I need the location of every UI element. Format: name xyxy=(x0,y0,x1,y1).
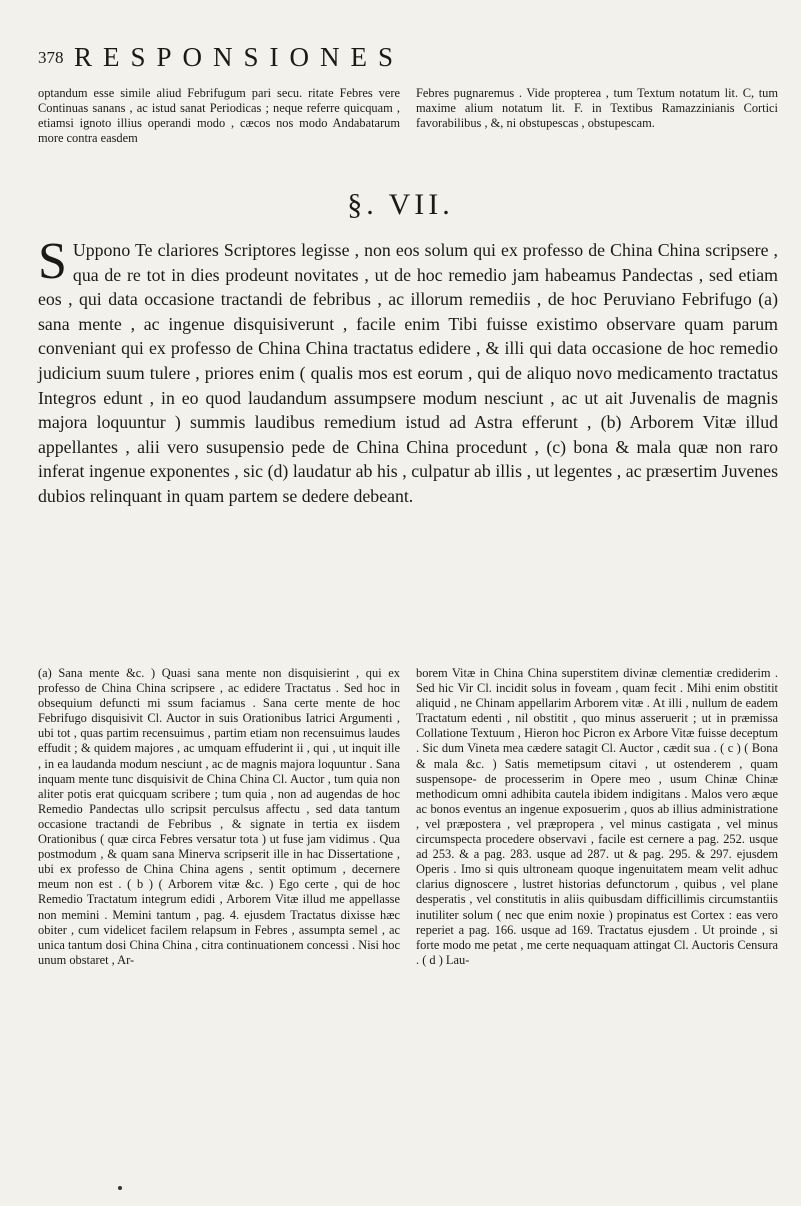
ink-dot xyxy=(118,1186,122,1190)
top-left-text: optandum esse simile aliud Febrifugum pari secu. ritate Febres vere Continuas sanans , ac istud sanat Periodicas ; neque referre quicquam , etiamsi ignoto illius operandi modo , cæcos nos modo Andabatarum more contra easdem xyxy=(38,86,400,145)
page-number: 378 xyxy=(38,48,64,67)
page-header xyxy=(38,42,778,82)
notes-left-text: (a) Sana mente &c. ) Quasi sana mente non disquisierint , qui ex professo de China China scripsere , ac edidere Tractatus . Sed hoc in obsequium defuncti mi ssum faciamus . Sana certe mente de hoc Febrifugo disquisivit Cl. Auctor in suis Orationibus Iatrici Argumenti , ubi tot , quas partim recensuimus , partim etiam non recensuimus laudes effudit ; & quidem majores , ac umquam effuderint ii , qui , ut inquit ille , in ea laudanda modum nesciunt , ac de magnis majora loquuntur . Sana inquam mente tunc disquisivit de China China Cl. Auctor , tum quia non aliter potis erat quicquam scribere ; tum quia , non ad augendas de hoc Remedio Pandectas ullo scripsit perculsus affectu , sed data tantum occasione tractandi de Febribus , & signate in tertia ex iisdem Orationibus ( quæ circa Febres versatur tota ) ut fuse jam vidimus . Qua postmodum , & quam sana Minerva scripserit ille in hac Dissertatione , ubi ex professo de China China agens , sentit optimum , decernere meum non est . ( b ) ( Arborem vitæ &c. ) Ego certe , qui de hoc Remedio Tractatum integrum edidi , Arborem Vitæ illud me appellasse non memini . Memini tantum , pag. 4. ejusdem Tractatus dixisse hæc obiter , cum videlicet facilem relapsum in Febres , assumpta semel , ac unica tantum dosi China China , citra continuationem concessi . Nisi hoc unum obstaret , Ar- xyxy=(38,666,400,967)
main-paragraph xyxy=(38,233,778,509)
notes-right-column xyxy=(416,666,778,968)
notes-left-column xyxy=(38,666,400,968)
section-title: §. VII. xyxy=(347,188,454,221)
top-left-column xyxy=(38,86,400,146)
notes-right-text: borem Vitæ in China China superstitem divinæ clementiæ crediderim . Sed hic Vir Cl. incidit solus in foveam , quam fecit . Mihi enim obstitit aliquid , ne Chinam appellarim Arborem vitæ . At illi , nullum de eadem Tractatum edenti , nil obstitit , quo minus asseruerit ; ut in præmissa Collatione Textuum , Hieron hoc Picron ex Arbore Vitæ fuisse deceptum . Sic dum Vineta mea cædere satagit Cl. Auctor , cædit sua . ( c ) ( Bona & mala &c. ) Satis memetipsum citavi , ut ostenderem , quam suspensope- de processerim in Opere meo , usum Chinæ Chinæ methodicum omni adhibita cautela ibidem indigitans . Malos vero æque ac bonos eventus an ingenue exposuerim , quos ab illius administratione , vel præpostera , vel præpropera , vel minus castigata , vel minus circumspecta procedere observavi , facile est cernere a pag. 252. usque ad 253. & a pag. 283. usque ad 287. ut & pag. 295. & 297. ejusdem Operis . Imo si quis ultroneam quoque ingenuitatem meam velit adhuc clarius dignoscere , lustret historias defunctorum , quibus , vel plane desperatis , vel constitutis in aliis quibusdam difficillimis circumstantiis inutiliter solum ( nec que enim noxie ) propinatus est Cortex : eas vero reperiet a pag. 166. usque ad 169. Tractatus ejusdem . Ut proinde , si forte modo me petat , me certe nequaquam attingat Cl. Auctoris Censura . ( d ) Lau- xyxy=(416,666,778,967)
top-right-column xyxy=(416,86,778,131)
running-head: RESPONSIONES xyxy=(74,42,405,72)
drop-cap: S xyxy=(38,233,67,290)
top-right-text: Febres pugnaremus . Vide propterea , tum Textum notatum lit. C, tum maxime alium notatum lit. F. in Textibus Ramazzinianis Cortici favorabilibus , &, ni obstupescas , obstupescam. xyxy=(416,86,778,130)
main-text: Uppono Te clariores Scriptores legisse , non eos solum qui ex professo de China China scripsere , qua de re tot in dies prodeunt novitates , ut de hoc remedio jam habeamus Pandectas , sed etiam eos , qui data occasione tractandi de febribus , ac illorum remediis , de hoc Peruviano Febrifugo (a) sana mente , ac ingenue disquisiverunt , facile enim Tibi fuisse existimo observare quam parum conveniant qui ex professo de China China tractatus edidere , & illi qui data occasione de hoc remedio judicium suum tulere , priores enim ( qualis mos est eorum , qui de aliquo novo medicamento tractatus Integros edunt , in eo quod laudandum assumpsere modum nesciunt , ac ut ait Juvenalis de magnis majora loquuntur ) summis laudibus remedium istud ad Astra efferunt , (b) Arborem Vitæ illud appellantes , alii vero susupensio pede de China China procedunt , (c) bona & mala quæ non raro inferat ingenue exponentes , sic (d) laudatur ab his , culpatur ab illis , ut legentes , ac præsertim Juvenes dubios relinquant in quam partem se dedere debeant. xyxy=(38,240,778,506)
